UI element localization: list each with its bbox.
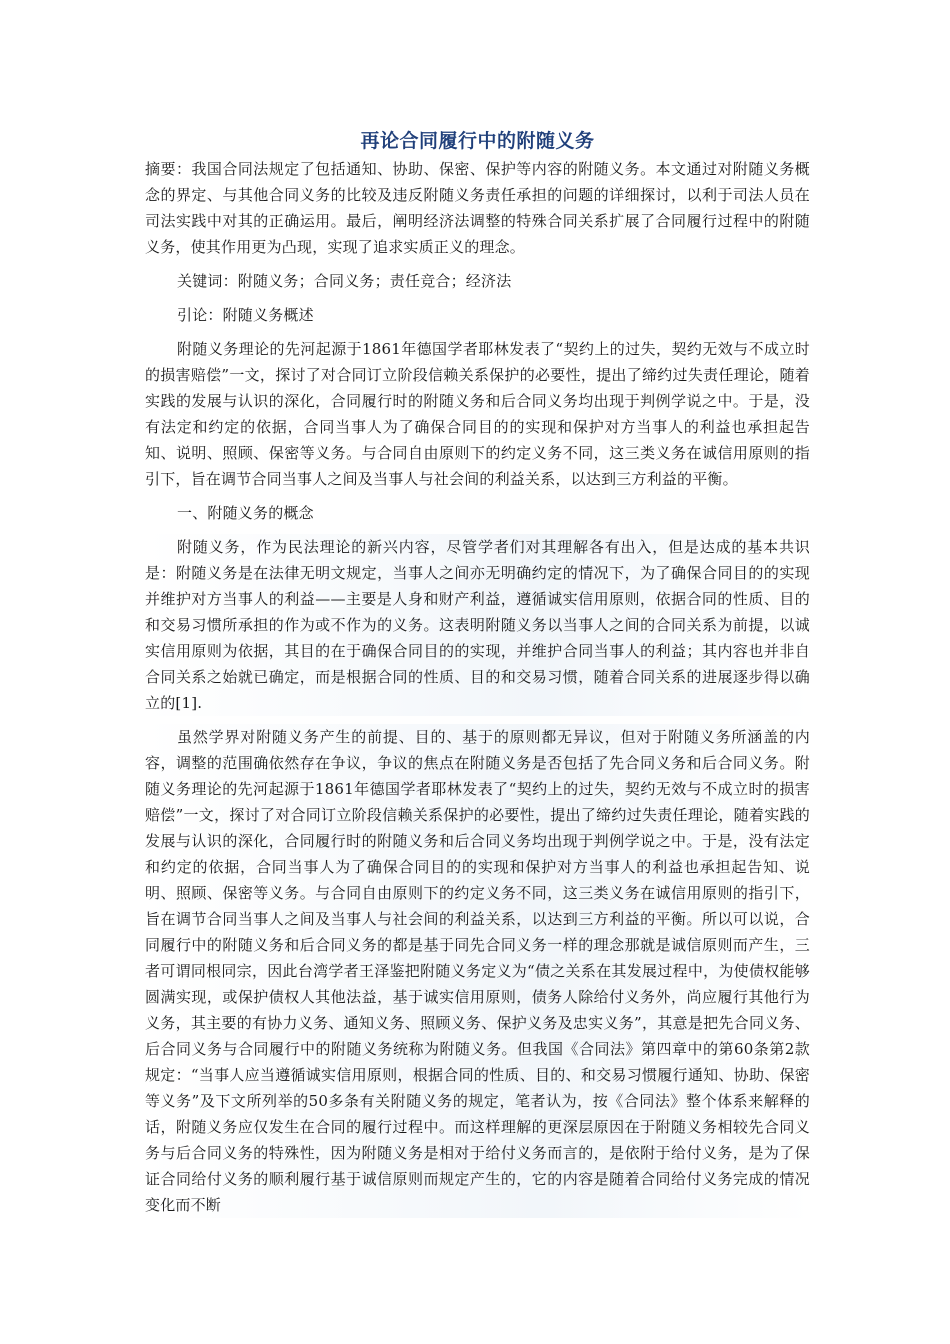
body-paragraph-1: 附随义务理论的先河起源于1861年德国学者耶林发表了“契约上的过失，契约无效与不成立时的损害赔偿”一文，探讨了对合同订立阶段信赖关系保护的必要性，提出了缔约过失责任理论，随着实践的发展与认识的深化，合同履行时的附随义务和后合同义务均出现于判例学说之中。于是，没有法定和约定的依据，合同当事人为了确保合同目的的实现和保护对方当事人的利益也承担起告知、说明、照顾、保密等义务。与合同自由原则下的约定义务不同，这三类义务在诚信用原则的指引下，旨在调节合同当事人之间及当事人与社会间的利益关系，以达到三方利益的平衡。 (145, 340, 810, 488)
body-paragraph-3: 虽然学界对附随义务产生的前提、目的、基于的原则都无异议，但对于附随义务所涵盖的内容，调整的范围确依然存在争议，争议的焦点在附随义务是否包括了先合同义务和后合同义务。附随义务理论的先河起源于1861年德国学者耶林发表了“契约上的过失，契约无效与不成立时的损害赔偿”一文，探讨了对合同订立阶段信赖关系保护的必要性，提出了缔约过失责任理论，随着实践的发展与认识的深化，合同履行时的附随义务和后合同义务均出现于判例学说之中。于是，没有法定和约定的依据，合同当事人为了确保合同目的的实现和保护对方当事人的利益也承担起告知、说明、照顾、保密等义务。与合同自由原则下的约定义务不同，这三类义务在诚信用原则的指引下，旨在调节合同当事人之间及当事人与社会间的利益关系，以达到三方利益的平衡。所以可以说，合同履行中的附随义务和后合同义务的都是基于同先合同义务一样的理念那就是诚信原则而产生，三者可谓同根同宗，因此台湾学者王泽鉴把附随义务定义为“债之关系在其发展过程中，为使债权能够圆满实现，或保护债权人其他法益，基于诚实信用原则，债务人除给付义务外，尚应履行其他行为义务，其主要的有协力义务、通知义务、照顾义务、保护义务及忠实义务”，其意是把先合同义务、后合同义务与合同履行中的附随义务统称为附随义务。但我国《合同法》第四章中的第60条第2款规定：“当事人应当遵循诚实信用原则，根据合同的性质、目的、和交易习惯履行通知、协助、保密等义务”及下文所列举的50多条有关附随义务的规定，笔者认为，按《合同法》整个体系来解释的话，附随义务应仅发生在合同的履行过程中。而这样理解的更深层原因在于附随义务相较先合同义务与后合同义务的特殊性，因为附随义务是相对于给付义务而言的，是依附于给付义务，是为了保证合同给付义务的顺利履行基于诚信原则而规定产生的，它的内容是随着合同给付义务完成的情况变化而不断 (145, 724, 810, 1218)
document-title: 再论合同履行中的附随义务 (360, 130, 595, 152)
body-paragraph-2: 附随义务，作为民法理论的新兴内容，尽管学者们对其理解各有出入，但是达成的基本共识是：附随义务是在法律无明文规定，当事人之间亦无明确约定的情况下，为了确保合同目的的实现并维护对方当事人的利益——主要是人身和财产利益，遵循诚实信用原则，依据合同的性质、目的和交易习惯所承担的作为或不作为的义务。这表明附随义务以当事人之间的合同关系为前提，以诚实信用原则为依据，其目的在于确保合同目的的实现，并维护合同当事人的利益；其内容也并非自合同关系之始就已确定，而是根据合同的性质、目的和交易习惯，随着合同关系的进展逐步得以确立的[1]. (145, 534, 810, 716)
section-1-heading: 一、附随义务的概念 (177, 504, 314, 522)
document-page (145, 128, 810, 1218)
keywords-line: 关键词：附随义务；合同义务；责任竞合；经济法 (177, 272, 512, 290)
intro-heading: 引论：附随义务概述 (177, 306, 314, 324)
abstract-paragraph: 摘要：我国合同法规定了包括通知、协助、保密、保护等内容的附随义务。本文通过对附随义务概念的界定、与其他合同义务的比较及违反附随义务责任承担的问题的详细探讨，以利于司法人员在司法实践中对其的正确运用。最后，阐明经济法调整的特殊合同关系扩展了合同履行过程中的附随义务，使其作用更为凸现，实现了追求实质正义的理念。 (145, 160, 810, 256)
